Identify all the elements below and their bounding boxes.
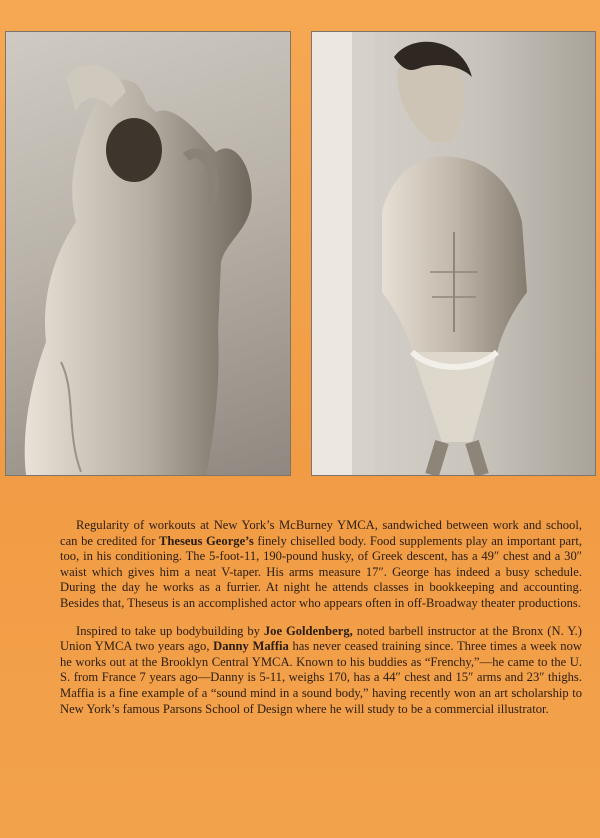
paragraph2-text-b: noted barbell instructor at the Bronx (N. Y.) Union YMCA two years ago, — [60, 623, 583, 654]
article-text — [60, 518, 582, 729]
name-theseus-george: Theseus George’s — [159, 533, 254, 548]
name-joe-goldenberg: Joe Goldenberg, — [263, 623, 353, 638]
paragraph-danny-maffia — [60, 624, 582, 718]
figure-front-illustration — [312, 32, 595, 475]
paragraph1-text-a: Regularity of workouts at New York’s McBurney YMCA, sandwiched between work and school, can be credited for — [60, 518, 582, 548]
paragraph1-text-b: finely chiselled body. Food supplements play an important part, too, in his conditioning. The 5-foot-11, 190-pound husky, of Greek descent, has a 49″ chest and a 30″ waist which gives him a neat V-taper. His arms measure 17″. George has indeed a busy schedule. During the day he works as a furrier. At night he attends classes in bookkeeping and accounting. Besides that, Theseus is an accomplished actor who appears often in off-Broadway theater productions. — [60, 533, 582, 610]
figure-back-illustration — [6, 32, 290, 475]
paragraph2-text-c: has never ceased training since. Three times a week now he works out at the Brooklyn Central YMCA. Known to his buddies as “Frenchy,”—he came to the U. S. from France 7 years ago—Danny is 5-11, weighs 170, has a 44″ chest and 15″ arms and 23″ thighs. Maffia is a fine example of a “sound mind in a sound body,” having recently won an art scholarship to New York’s famous Parsons School of Design where he will study to be a commercial illustrator. — [60, 639, 583, 716]
paragraph2-text-a: Inspired to take up bodybuilding by — [76, 623, 264, 638]
photo-back-pose — [5, 31, 291, 476]
photo-front-pose — [311, 31, 596, 476]
paragraph-theseus-george — [60, 518, 582, 612]
name-danny-maffia: Danny Maffia — [213, 639, 289, 654]
